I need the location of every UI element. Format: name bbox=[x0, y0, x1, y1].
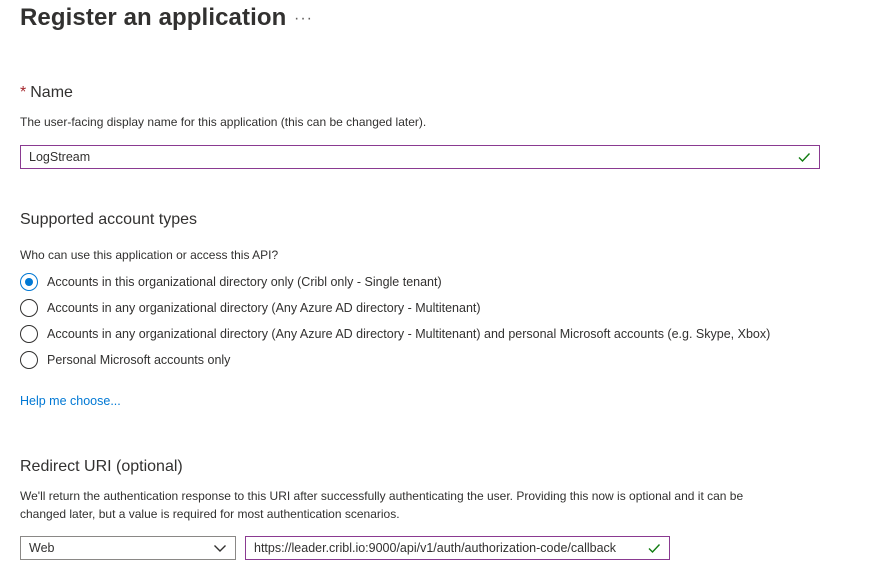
redirect-uri-input[interactable] bbox=[245, 536, 670, 560]
name-label bbox=[20, 84, 73, 102]
account-type-label: Accounts in any organizational directory (Any Azure AD directory - Multitenant) and personal Microsoft accounts (e.g. Skype, Xbox) bbox=[47, 327, 771, 341]
account-type-label: Accounts in this organizational directory only (Cribl only - Single tenant) bbox=[47, 275, 442, 289]
page-title: Register an application bbox=[20, 4, 287, 31]
account-type-label: Accounts in any organizational directory (Any Azure AD directory - Multitenant) bbox=[47, 301, 481, 315]
name-input-value: LogStream bbox=[29, 150, 91, 164]
name-input[interactable] bbox=[20, 145, 820, 169]
account-type-option-personal[interactable] bbox=[20, 351, 230, 369]
chevron-down-icon bbox=[213, 543, 227, 553]
account-type-label: Personal Microsoft accounts only bbox=[47, 353, 231, 367]
radio-button[interactable] bbox=[20, 325, 38, 343]
redirect-uri-title: Redirect URI (optional) bbox=[20, 458, 183, 475]
radio-button-selected[interactable] bbox=[20, 273, 38, 291]
redirect-uri-description bbox=[20, 487, 860, 523]
account-types-question: Who can use this application or access this API? bbox=[20, 248, 279, 262]
valid-check-icon bbox=[797, 150, 811, 164]
redirect-description-line-2: changed later, but a value is required for most authentication scenarios. bbox=[20, 507, 400, 521]
name-title: Name bbox=[30, 84, 73, 101]
platform-select[interactable] bbox=[20, 536, 236, 560]
account-type-option-single-tenant[interactable] bbox=[20, 273, 442, 291]
radio-button[interactable] bbox=[20, 299, 38, 317]
help-me-choose-link[interactable]: Help me choose... bbox=[20, 394, 121, 408]
radio-button[interactable] bbox=[20, 351, 38, 369]
valid-check-icon bbox=[647, 541, 661, 555]
more-options-button[interactable]: ··· bbox=[294, 10, 313, 27]
platform-select-value: Web bbox=[29, 541, 55, 555]
redirect-description-line-1: We'll return the authentication response to this URI after successfully authenticating the user. Providing this now is optional and it can be bbox=[20, 489, 744, 503]
name-description: The user-facing display name for this application (this can be changed later). bbox=[20, 115, 427, 129]
account-type-option-multitenant-personal[interactable] bbox=[20, 325, 770, 343]
account-types-title: Supported account types bbox=[20, 211, 198, 228]
redirect-uri-value: https://leader.cribl.io:9000/api/v1/auth/authorization-code/callback bbox=[254, 541, 617, 555]
required-marker: * bbox=[20, 84, 27, 101]
account-type-option-multitenant[interactable] bbox=[20, 299, 481, 317]
